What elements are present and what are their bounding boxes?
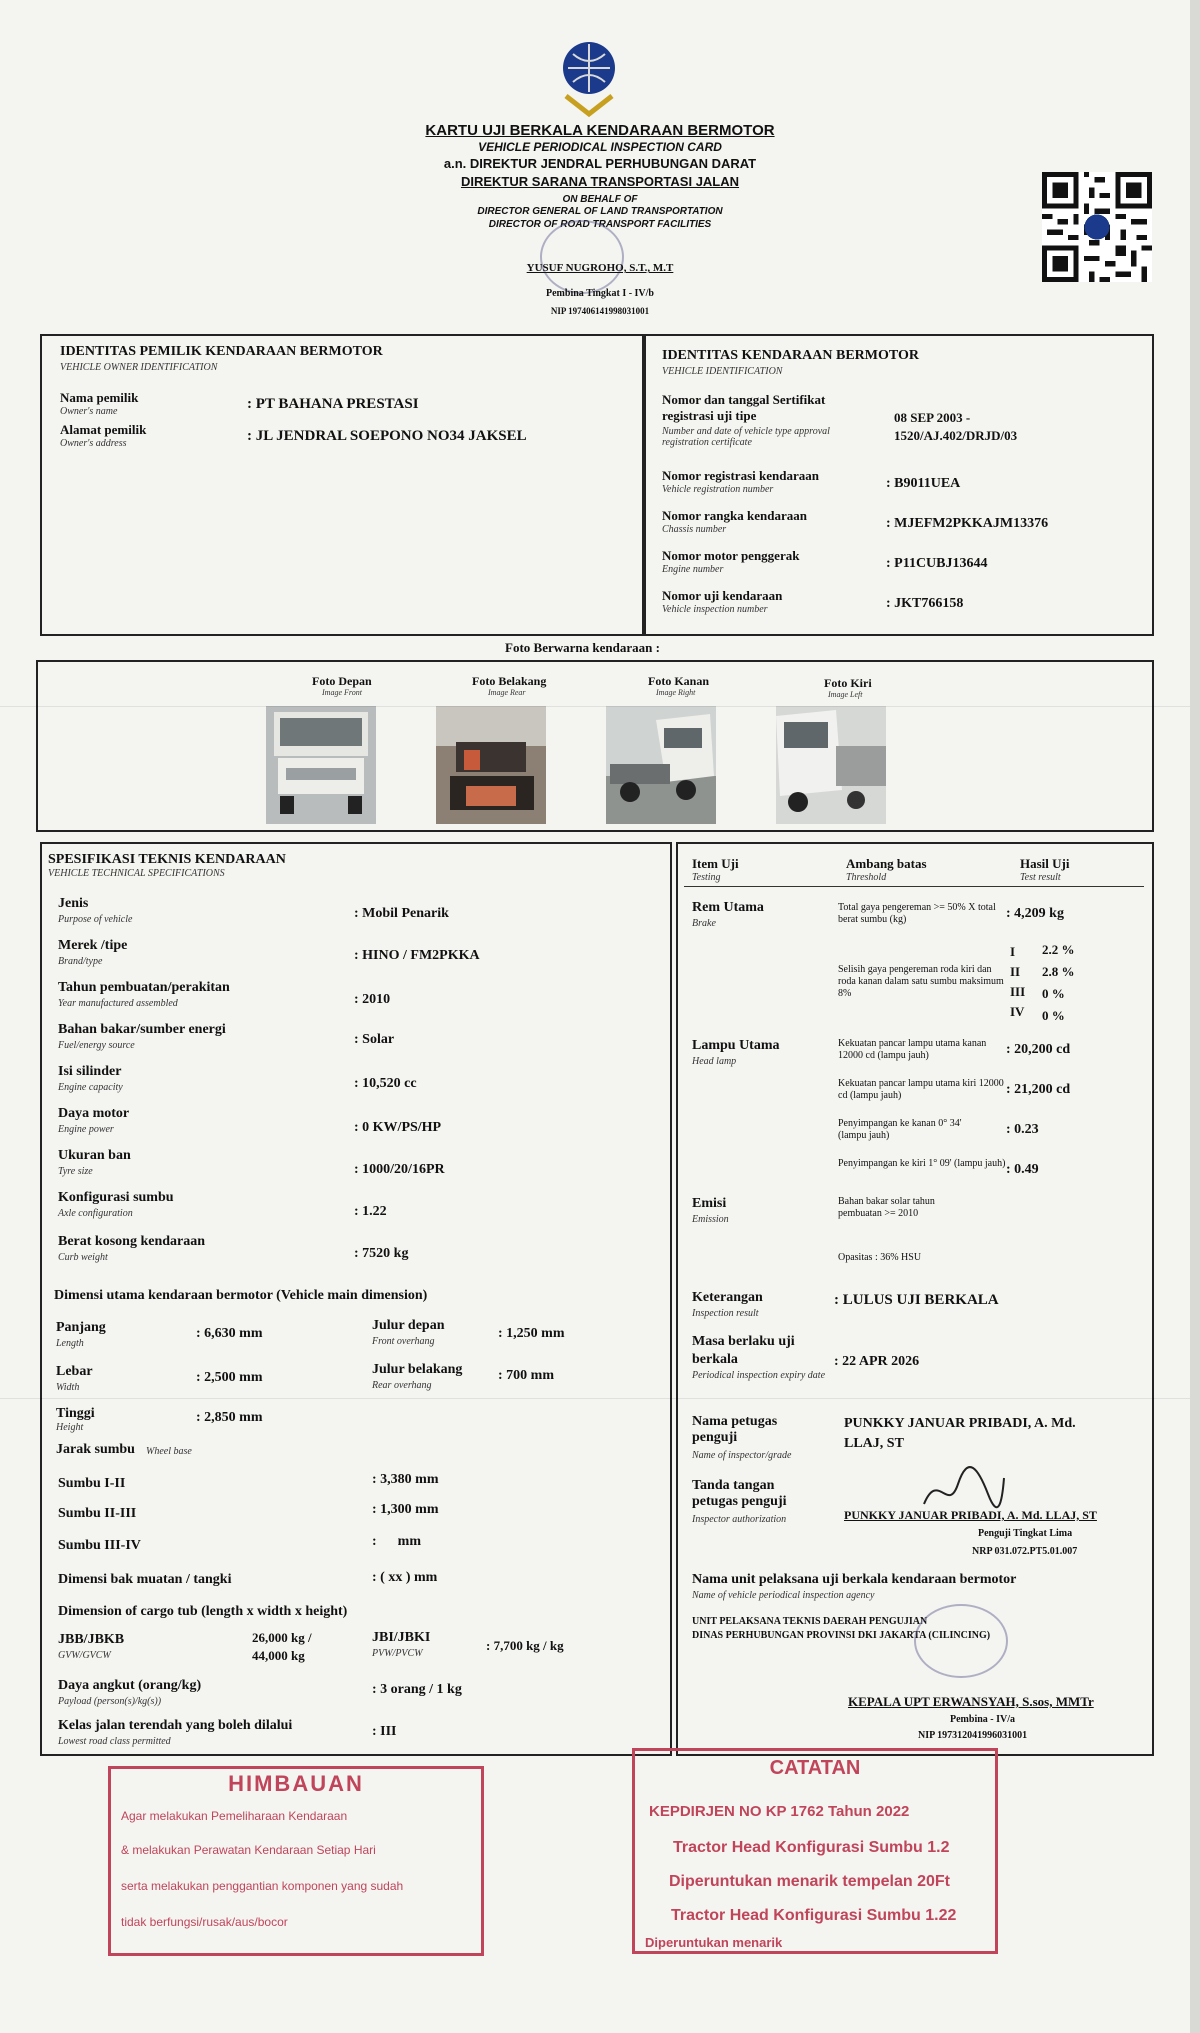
agency-head-rank: Pembina - IV/a [950,1714,1015,1725]
photo-left-image [776,706,886,824]
cargo-dimension-value: : ( xx ) mm [372,1570,438,1585]
header-dir-en: DIRECTOR OF ROAD TRANSPORT FACILITIES [488,219,712,230]
height-sublabel: Height [56,1422,84,1433]
brake-axle-4-value: 0 % [1042,1008,1065,1023]
width-label: Lebar [56,1364,93,1379]
wheelbase-sublabel: Wheel base [146,1446,192,1457]
headlamp-result-4: : 0.49 [1006,1162,1039,1177]
spec-label-year: Tahun pembuatan/perakitan [58,980,230,995]
agency-seal-stamp [914,1604,1008,1678]
table-header-divider [684,886,1144,887]
agency-head-name: KEPALA UPT ERWANSYAH, S.sos, MMTr [848,1694,1094,1709]
photo-front-sublabel: Image Front [322,688,362,697]
emission-sublabel: Emission [692,1214,729,1225]
spec-label-brand: Merek /tipe [58,938,128,953]
spec-label-engine-power: Daya motor [58,1106,130,1121]
col-result-subheader: Test result [1020,872,1061,883]
cert-value: 08 SEP 2003 - [894,410,971,425]
front-overhang-label: Julur depan [372,1318,445,1333]
header-an: a.n. DIREKTUR JENDRAL PERHUBUNGAN DARAT [443,156,757,171]
brake-axle-4: IV [1010,1004,1025,1019]
photo-rear-image [436,706,546,824]
spec-value-engine-capacity: : 10,520 cc [354,1076,417,1091]
expiry-label: Masa berlaku uji [692,1334,795,1349]
brake-sublabel: Brake [692,918,716,929]
photo-front-image [266,706,376,824]
axle-3-4-value: : mm [372,1534,421,1549]
vehicle-section-title: IDENTITAS KENDARAAN BERMOTOR [662,348,919,363]
spec-value-tyre: : 1000/20/16PR [354,1162,445,1177]
headlamp-threshold-3: Penyimpangan ke kanan 0° 34' (lampu jauh) [838,1118,962,1141]
emission-threshold-1: Bahan bakar solar tahun pembuatan >= 2010 [838,1196,935,1219]
brake-label: Rem Utama [692,900,764,915]
length-value: : 6,630 mm [196,1326,263,1341]
chassis-sublabel: Chassis number [662,524,727,535]
inspector-signature-label: Tanda tangan petugas penguji [692,1478,787,1509]
spec-label-fuel: Bahan bakar/sumber energi [58,1022,226,1037]
spec-value-brand: : HINO / FM2PKKA [354,948,480,963]
spec-value-curb-weight: : 7520 kg [354,1246,409,1261]
inspector-name-value: PUNKKY JANUAR PRIBADI, A. Md. [844,1416,1076,1431]
reg-sublabel: Vehicle registration number [662,484,774,495]
brake-axle-2-value: 2.8 % [1042,964,1075,979]
rear-overhang-sublabel: Rear overhang [372,1380,432,1391]
inspection-result-value: : LULUS UJI BERKALA [834,1292,999,1308]
front-overhang-sublabel: Front overhang [372,1336,435,1347]
axle-3-4-label: Sumbu III-IV [58,1538,141,1553]
width-value: : 2,500 mm [196,1370,263,1385]
notes-stamp-line-4: Tractor Head Konfigurasi Sumbu 1.22 [671,1907,957,1924]
jbi-label: JBI/JBKI [372,1630,431,1645]
test-number-value: : JKT766158 [886,596,964,611]
jbb-label: JBB/JBKB [58,1632,125,1647]
spec-sublabel-engine-power: Engine power [58,1124,114,1135]
width-sublabel: Width [56,1382,80,1393]
reg-value: : B9011UEA [886,476,961,491]
headlamp-result-1: : 20,200 cd [1006,1042,1071,1057]
headlamp-result-2: : 21,200 cd [1006,1082,1071,1097]
photo-rear-sublabel: Image Rear [488,688,526,697]
notes-stamp-line-2: Tractor Head Konfigurasi Sumbu 1.2 [673,1839,950,1856]
rear-overhang-value: : 700 mm [498,1368,554,1383]
length-sublabel: Length [56,1338,84,1349]
test-results-section [676,842,1154,1756]
cargo-dimension-en: Dimension of cargo tub (length x width x height) [58,1604,348,1619]
cargo-dimension-label: Dimensi bak muatan / tangki [58,1572,232,1587]
payload-sublabel: Payload (person(s)/kg(s)) [58,1696,162,1707]
headlamp-threshold-4: Penyimpangan ke kiri 1° 09' (lampu jauh) [838,1158,1006,1169]
specs-section [40,842,672,1756]
spec-label-curb-weight: Berat kosong kendaraan [58,1234,206,1249]
owner-name-sublabel: Owner's name [60,406,118,417]
spec-sublabel-year: Year manufactured assembled [58,998,178,1009]
inspector-signature-name: PUNKKY JANUAR PRIBADI, A. Md. LLAJ, ST [844,1508,1097,1522]
spec-value-fuel: : Solar [354,1032,395,1047]
col-result-header: Hasil Uji [1020,856,1070,871]
brake-result-1: : 4,209 kg [1006,906,1064,921]
spec-sublabel-curb-weight: Curb weight [58,1252,108,1263]
jbi-value: : 7,700 kg / kg [486,1638,564,1653]
emission-label: Emisi [692,1196,727,1211]
brake-axle-1: I [1010,944,1016,959]
advisory-stamp-line-1: Agar melakukan Pemeliharaan Kendaraan [121,1809,348,1823]
vehicle-id-section [644,334,1154,636]
spec-label-axle-config: Konfigurasi sumbu [58,1190,174,1205]
notes-stamp [632,1748,998,1954]
notes-stamp-title: CATATAN [769,1757,861,1779]
wheelbase-label: Jarak sumbu [56,1442,135,1457]
brake-axle-3: III [1010,984,1026,999]
cert-label: Nomor dan tanggal Sertifikat [662,392,826,407]
agency-sublabel: Name of vehicle periodical inspection agency [692,1590,875,1601]
inspector-nrp: NRP 031.072.PT5.01.007 [972,1546,1078,1557]
spec-value-engine-power: : 0 KW/PS/HP [354,1120,442,1135]
engine-sublabel: Engine number [662,564,724,575]
signer-nip: NIP 197406141998031001 [550,306,650,316]
agency-name-2: DINAS PERHUBUNGAN PROVINSI DKI JAKARTA (CILINCING) [692,1630,991,1641]
col-item-header: Item Uji [692,856,739,871]
inspection-result-sublabel: Inspection result [692,1308,759,1319]
photos-title: Foto Berwarna kendaraan : [505,640,660,655]
inspector-signature-sublabel: Inspector authorization [692,1514,787,1525]
header-on-behalf: ON BEHALF OF [562,194,638,205]
inspector-name-label: Nama petugas penguji [692,1414,778,1445]
photos-section [36,660,1154,832]
jbb-value: 26,000 kg / [252,1630,312,1645]
brake-axle-3-value: 0 % [1042,986,1065,1001]
chassis-label: Nomor rangka kendaraan [662,508,807,523]
agency-head-nip: NIP 197312041996031001 [918,1730,1028,1741]
cert-value-2: 1520/AJ.402/DRJD/03 [894,428,1018,443]
inspection-result-label: Keterangan [692,1290,763,1305]
spec-value-axle-config: : 1.22 [354,1204,387,1219]
spec-sublabel-engine-capacity: Engine capacity [58,1082,123,1093]
spec-label-purpose: Jenis [58,896,89,911]
expiry-sublabel: Periodical inspection expiry date [692,1370,826,1381]
payload-value: : 3 orang / 1 kg [372,1682,462,1697]
advisory-stamp-line-3: serta melakukan penggantian komponen yang sudah [121,1879,404,1893]
vehicle-section-subtitle: VEHICLE IDENTIFICATION [662,366,783,377]
jbb-value-2: 44,000 kg [252,1648,305,1663]
cert-label-2: registrasi uji tipe [662,408,757,423]
inspector-rank: Penguji Tingkat Lima [978,1528,1073,1539]
spec-sublabel-axle-config: Axle configuration [58,1208,133,1219]
axle-2-3-value: : 1,300 mm [372,1502,439,1517]
spec-label-tyre: Ukuran ban [58,1148,131,1163]
notes-stamp-line-5: Diperuntukan menarik [645,1935,783,1950]
owner-section-title: IDENTITAS PEMILIK KENDARAAN BERMOTOR [60,344,383,359]
photo-front-label: Foto Depan [312,674,372,688]
axle-1-2-label: Sumbu I-II [58,1476,126,1491]
col-threshold-subheader: Threshold [846,872,887,883]
agency-name: UNIT PELAKSANA TEKNIS DAERAH PENGUJIAN [692,1616,928,1627]
notes-stamp-line-1: KEPDIRJEN NO KP 1762 Tahun 2022 [649,1803,910,1820]
inspector-name-sublabel: Name of inspector/grade [692,1450,792,1461]
ministry-logo-icon [558,38,620,120]
brake-axle-1-value: 2.2 % [1042,942,1075,957]
jbi-sublabel: PVW/PVCW [372,1648,423,1659]
photo-left-label: Foto Kiri [824,676,872,690]
road-class-sublabel: Lowest road class permitted [58,1736,171,1747]
headlamp-sublabel: Head lamp [692,1056,737,1067]
test-number-label: Nomor uji kendaraan [662,588,783,603]
col-threshold-header: Ambang batas [846,856,927,871]
photo-right-image [606,706,716,824]
expiry-value: : 22 APR 2026 [834,1354,920,1369]
headlamp-result-3: : 0.23 [1006,1122,1039,1137]
inspector-name-value-2: LLAJ, ST [844,1436,904,1451]
owner-section-subtitle: VEHICLE OWNER IDENTIFICATION [60,362,218,373]
headlamp-threshold-1: Kekuatan pancar lampu utama kanan 12000 cd (lampu jauh) [838,1038,987,1061]
notes-stamp-line-3: Diperuntukan menarik tempelan 20Ft [669,1873,950,1890]
photo-left-sublabel: Image Left [828,690,863,699]
spec-value-purpose: : Mobil Penarik [354,906,449,921]
spec-value-year: : 2010 [354,992,391,1007]
reg-label: Nomor registrasi kendaraan [662,468,819,483]
axle-2-3-label: Sumbu II-III [58,1506,137,1521]
signer-rank: Pembina Tingkat I - IV/b [546,288,654,299]
expiry-label-2: berkala [692,1352,738,1367]
fold-line [0,1398,1190,1399]
qr-code-icon [1042,172,1152,282]
owner-address-value: : JL JENDRAL SOEPONO NO34 JAKSEL [247,428,527,444]
chassis-value: : MJEFM2PKKAJM13376 [886,516,1049,531]
front-overhang-value: : 1,250 mm [498,1326,565,1341]
col-item-subheader: Testing [692,872,721,883]
brake-axle-2: II [1010,964,1021,979]
dimension-title: Dimensi utama kendaraan bermotor (Vehicle main dimension) [54,1288,428,1303]
rear-overhang-label: Julur belakang [372,1362,463,1377]
advisory-stamp-line-4: tidak berfungsi/rusak/aus/bocor [121,1915,288,1929]
fold-line [0,706,1190,707]
header-director: DIREKTUR SARANA TRANSPORTASI JALAN [460,174,740,189]
agency-label: Nama unit pelaksana uji berkala kendaraan bermotor [692,1572,1017,1587]
payload-label: Daya angkut (orang/kg) [58,1678,202,1693]
spec-sublabel-brand: Brand/type [58,956,103,967]
spec-label-engine-capacity: Isi silinder [58,1064,122,1079]
length-label: Panjang [56,1320,106,1335]
height-label: Tinggi [56,1406,95,1421]
height-value: : 2,850 mm [196,1410,263,1425]
signer-name: YUSUF NUGROHO, S.T., M.T [526,262,674,274]
specs-section-title: SPESIFIKASI TEKNIS KENDARAAN [48,852,286,867]
card-title-en: VEHICLE PERIODICAL INSPECTION CARD [478,140,722,154]
road-class-value: : III [372,1724,397,1739]
spec-sublabel-fuel: Fuel/energy source [58,1040,135,1051]
cert-sublabel: Number and date of vehicle type approval registration certificate [662,426,830,448]
spec-sublabel-tyre: Tyre size [58,1166,93,1177]
card-title: KARTU UJI BERKALA KENDARAAN BERMOTOR [425,122,775,139]
road-class-label: Kelas jalan terendah yang boleh dilalui [58,1718,293,1733]
advisory-stamp-title: HIMBAUAN [228,1771,364,1796]
test-number-sublabel: Vehicle inspection number [662,604,768,615]
jbb-sublabel: GVW/GVCW [58,1650,111,1661]
engine-value: : P11CUBJ13644 [886,556,988,571]
photo-rear-label: Foto Belakang [472,674,547,688]
owner-address-sublabel: Owner's address [60,438,127,449]
engine-label: Nomor motor penggerak [662,548,800,563]
headlamp-label: Lampu Utama [692,1038,780,1053]
owner-address-label: Alamat pemilik [60,422,147,437]
owner-section [40,334,644,636]
official-seal-stamp [540,220,624,294]
brake-threshold-2: Selisih gaya pengereman roda kiri dan roda kanan dalam satu sumbu maksimum 8% [838,964,1004,999]
axle-1-2-value: : 3,380 mm [372,1472,439,1487]
photo-right-sublabel: Image Right [656,688,696,697]
photo-right-label: Foto Kanan [648,674,710,688]
specs-section-subtitle: VEHICLE TECHNICAL SPECIFICATIONS [48,868,225,879]
owner-name-value: : PT BAHANA PRESTASI [247,396,419,412]
owner-name-label: Nama pemilik [60,390,139,405]
headlamp-threshold-2: Kekuatan pancar lampu utama kiri 12000 cd (lampu jauh) [838,1078,1004,1101]
emission-threshold-2: Opasitas : 36% HSU [838,1252,922,1263]
brake-threshold-1: Total gaya pengereman >= 50% X total berat sumbu (kg) [838,902,996,925]
header-dg-en: DIRECTOR GENERAL OF LAND TRANSPORTATION [477,206,723,217]
spec-sublabel-purpose: Purpose of vehicle [58,914,133,925]
advisory-stamp-line-2: & melakukan Perawatan Kendaraan Setiap Hari [121,1843,376,1857]
advisory-stamp [108,1766,484,1956]
